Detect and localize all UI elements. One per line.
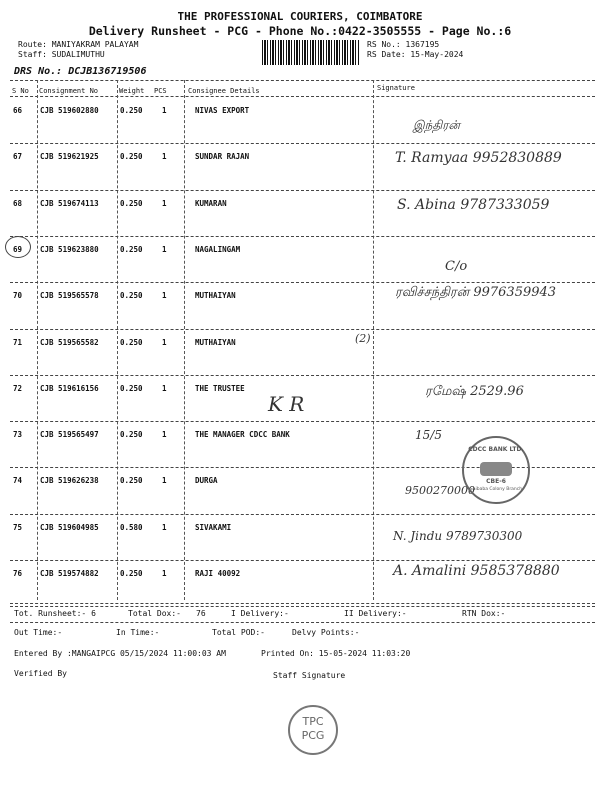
col-consignment: Consignment No	[39, 87, 99, 95]
row-signature: ரவிச்சந்திரன் 9976359943	[395, 285, 557, 301]
row-consignment: CJB 519623880	[40, 244, 99, 254]
total-dox-value: 76	[196, 609, 206, 618]
col-pcs: PCS	[154, 87, 167, 95]
row-divider	[10, 282, 595, 283]
row-signature: C/o	[445, 258, 468, 274]
out-time: Out Time:-	[14, 628, 63, 637]
row-pcs: 1	[162, 152, 167, 162]
row-pcs: 1	[162, 106, 167, 115]
bank-stamp-center	[480, 462, 512, 476]
row-consignment: CJB 519602880	[40, 106, 99, 115]
delvy-points: Delvy Points:-	[292, 628, 360, 637]
row-weight: 0.250	[120, 244, 143, 254]
barcode	[262, 40, 360, 65]
row-consignee: SIVAKAMI	[195, 522, 232, 532]
bank-stamp-branch-code: CBE-6	[486, 478, 506, 485]
row-sno: 67	[13, 152, 23, 162]
row-signature: T. Ramyaa 9952830889	[395, 150, 562, 167]
verified-by: Verified By	[14, 669, 67, 678]
drs-number	[14, 66, 146, 77]
row-consignment: CJB 519565582	[40, 337, 99, 347]
tpc-stamp	[288, 705, 338, 755]
row-signature: ரமேஷ் 2529.96	[425, 383, 524, 399]
row-divider	[10, 560, 595, 561]
row-consignee: THE TRUSTEE	[195, 383, 245, 393]
col-consignee: Consignee Details	[188, 87, 260, 95]
row-weight: 0.250	[120, 198, 143, 208]
ii-delivery: II Delivery:-	[344, 609, 407, 618]
row-weight: 0.580	[120, 522, 143, 532]
row-weight: 0.250	[120, 337, 143, 347]
row-weight: 0.250	[120, 291, 143, 301]
row-weight: 0.250	[120, 152, 143, 162]
row-consignment: CJB 519626238	[40, 476, 99, 486]
route-label: Route: MANIYAKRAM PALAYAM	[18, 40, 139, 49]
tpc-stamp-bottom: PCG	[301, 729, 325, 742]
bank-stamp-name: CDCC BANK LTD.	[468, 446, 524, 453]
row-signature: A. Amalini 9585378880	[393, 563, 560, 579]
col-sno: S No	[12, 87, 29, 95]
row-divider	[10, 421, 595, 422]
row-consignment: CJB 519621925	[40, 152, 99, 162]
bank-stamp	[462, 436, 530, 504]
row-consignment: CJB 519616156	[40, 383, 99, 393]
margin-initials: K R	[268, 392, 305, 416]
row-sno: 71	[13, 337, 23, 347]
row-consignee: NAGALINGAM	[195, 244, 241, 254]
row-sno: 75	[13, 522, 23, 532]
row-sno: 74	[13, 476, 23, 486]
row-pcs: 1	[162, 569, 167, 578]
row-pcs: 1	[162, 337, 167, 347]
bank-stamp-branch: Saibaba Colony Branch	[469, 487, 523, 492]
row-weight: 0.250	[120, 383, 143, 393]
company-title: THE PROFESSIONAL COURIERS, COIMBATORE	[177, 10, 423, 23]
drs-label: DRS No.:	[14, 66, 63, 77]
i-delivery: I Delivery:-	[231, 609, 289, 618]
row-signature: S. Abina 9787333059	[397, 196, 550, 213]
circle-mark	[5, 236, 31, 258]
col-weight: Weight	[119, 87, 145, 95]
row-pcs: 1	[162, 291, 167, 301]
row-divider	[10, 514, 595, 515]
tpc-stamp-top: TPC	[302, 715, 324, 728]
total-dox-label: Total Dox:-	[128, 609, 181, 618]
total-pod: Total POD:-	[212, 628, 265, 637]
row-pcs: 1	[162, 198, 167, 208]
in-time: In Time:-	[116, 628, 160, 637]
row-consignment: CJB 519565578	[40, 291, 99, 301]
row-consignment: CJB 519604985	[40, 522, 99, 532]
row-consignee: KUMARAN	[195, 198, 227, 208]
runsheet-subtitle: Delivery Runsheet - PCG - Phone No.:0422-3505555 - Page No.:6	[88, 24, 512, 38]
row-weight: 0.250	[120, 569, 143, 578]
row-divider	[10, 236, 595, 237]
row-consignee: MUTHAIYAN	[195, 337, 236, 347]
row-sno: 69	[13, 244, 23, 254]
row-divider	[10, 190, 595, 191]
row-consignment: CJB 519674113	[40, 198, 99, 208]
row-consignee: RAJI 40092	[195, 569, 241, 578]
row-sno: 68	[13, 198, 23, 208]
row-signature: இந்திரன்	[413, 118, 461, 132]
row-divider	[10, 375, 595, 376]
row-weight: 0.250	[120, 476, 143, 486]
row-signature: 15/5	[415, 428, 442, 443]
staff-label: Staff: SUDALIMUTHU	[18, 50, 105, 59]
entered-by: Entered By :MANGAIPCG 05/15/2024 11:00:03 AM	[14, 649, 226, 658]
row-signature: 9500270000	[405, 484, 475, 498]
row-consignee: THE MANAGER CDCC BANK	[195, 430, 290, 440]
rs-date: RS Date: 15-May-2024	[367, 50, 464, 59]
rs-no: RS No.: 1367195	[367, 40, 440, 49]
row-divider	[10, 143, 595, 144]
row-pcs: 1	[162, 430, 167, 440]
printed-on: Printed On: 15-05-2024 11:03:20	[261, 649, 411, 658]
tot-runsheet: Tot. Runsheet:- 6	[14, 609, 96, 618]
drs-value: DCJB136719506	[68, 66, 147, 77]
row-sno: 73	[13, 430, 23, 440]
row-divider	[10, 329, 595, 330]
row-pcs: 1	[162, 383, 167, 393]
row-divider	[10, 606, 595, 607]
row-consignee: MUTHAIYAN	[195, 291, 236, 301]
staff-signature: Staff Signature	[273, 671, 346, 680]
row-pcs: 1	[162, 522, 167, 532]
row-weight: 0.250	[120, 430, 143, 440]
row-pcs: 1	[162, 244, 167, 254]
row-sno: 70	[13, 291, 23, 301]
row-signature: (2)	[355, 331, 371, 345]
row-consignee: DURGA	[195, 476, 218, 486]
row-consignee: SUNDAR RAJAN	[195, 152, 250, 162]
row-consignment: CJB 519574882	[40, 569, 99, 578]
row-pcs: 1	[162, 476, 167, 486]
row-sno: 76	[13, 569, 23, 578]
rtn-dox: RTN Dox:-	[462, 609, 506, 618]
row-consignment: CJB 519565497	[40, 430, 99, 440]
col-signature: Signature	[377, 84, 415, 92]
row-consignee: NIVAS EXPORT	[195, 106, 250, 115]
row-sno: 66	[13, 106, 23, 115]
row-sno: 72	[13, 383, 23, 393]
row-signature: N. Jindu 9789730300	[393, 528, 523, 543]
row-weight: 0.250	[120, 106, 143, 115]
